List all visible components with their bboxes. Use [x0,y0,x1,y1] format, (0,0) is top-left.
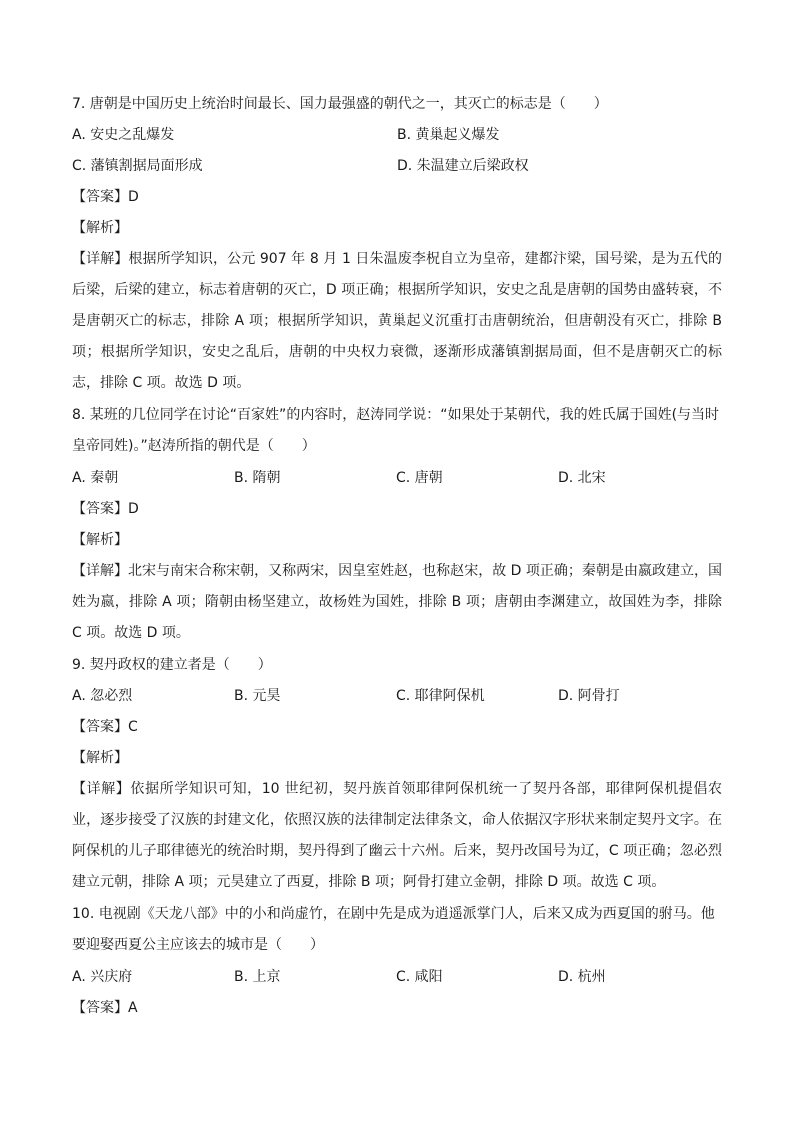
option-d: D. 杭州 [558,969,606,985]
option-c: C. 藩镇割据局面形成 [72,158,203,174]
question-9 [72,655,722,904]
option-b: B. 黄巢起义爆发 [397,127,500,143]
options-row [72,125,722,145]
option-c: C. 唐朝 [396,470,443,486]
question-7 [72,94,722,405]
options-row [72,686,722,706]
answer-label: 【答案】A [72,1000,138,1016]
detail-paragraph: 【详解】根据所学知识，公元 907 年 8 月 1 日朱温废李柷自立为皇帝，建都汴梁，国号梁，是为五代的后梁，后梁的建立，标志着唐朝的灭亡，D 项正确；根据所学知识，安史之乱是唐朝的国势由盛转衰，不是唐朝灭亡的标志，排除 A 项；根据所学知识，黄巢起义沉重打击唐朝统治，但唐朝没有灭亡，排除 B 项；根据所学知识，安史之乱后，唐朝的中央权力衰微，逐渐形成藩镇割据局面，但不是唐朝灭亡的标志，排除 C 项。故选 D 项。 [72,251,722,391]
question-8 [72,400,722,655]
option-a: A. 安史之乱爆发 [72,127,175,143]
exam-page [72,94,722,1029]
option-a: A. 秦朝 [72,470,119,486]
option-b: B. 元昊 [234,688,281,704]
answer-label: 【答案】C [72,719,138,735]
option-d: D. 朱温建立后梁政权 [397,158,529,174]
option-d: D. 阿骨打 [558,688,620,704]
option-b: B. 上京 [234,969,281,985]
question-10 [72,899,722,1018]
detail-paragraph: 【详解】依据所学知识可知，10 世纪初，契丹族首领耶律阿保机统一了契丹各部，耶律阿保机提倡农业，逐步接受了汉族的封建文化，依照汉族的法律制定法律条文，命人依据汉字形状来制定契丹文字。在阿保机的儿子耶律德光的统治时期，契丹得到了幽云十六州。后来，契丹改国号为辽，C 项正确；忽必烈建立元朝，排除 A 项；元昊建立了西夏，排除 B 项；阿骨打建立金朝，排除 D 项。故选 C 项。 [72,781,722,890]
option-d: D. 北宋 [558,470,606,486]
option-b: B. 隋朝 [234,470,281,486]
option-a: A. 忽必烈 [72,688,133,704]
question-stem: 8. 某班的几位同学在讨论“百家姓”的内容时，赵涛同学说：“如果处于某朝代，我的姓氏属于国姓(与当时皇帝同姓)。”赵涛所指的朝代是（ ） [72,407,720,454]
answer-label: 【答案】D [72,501,139,517]
analysis-label: 【解析】 [72,220,128,236]
detail-paragraph: 【详解】北宋与南宋合称宋朝，又称两宋，因皇室姓赵，也称赵宋，故 D 项正确；秦朝是由嬴政建立，国姓为嬴，排除 A 项；隋朝由杨坚建立，故杨姓为国姓，排除 B 项；唐朝由李渊建立，故国姓为李，排除 C 项。故选 D 项。 [72,563,722,641]
option-c: C. 耶律阿保机 [396,688,485,704]
options-row [72,967,722,987]
answer-label: 【答案】D [72,189,139,205]
option-a: A. 兴庆府 [72,969,133,985]
options-row [72,156,722,176]
question-stem: 10. 电视剧《天龙八部》中的小和尚虚竹，在剧中先是成为逍遥派掌门人，后来又成为西夏国的驸马。他要迎娶西夏公主应该去的城市是（ ） [72,906,715,953]
question-stem: 7. 唐朝是中国历史上统治时间最长、国力最强盛的朝代之一，其灭亡的标志是（ ） [72,96,608,112]
analysis-label: 【解析】 [72,532,128,548]
option-c: C. 咸阳 [396,969,443,985]
options-row [72,468,722,488]
question-stem: 9. 契丹政权的建立者是（ ） [72,657,272,673]
analysis-label: 【解析】 [72,750,128,766]
